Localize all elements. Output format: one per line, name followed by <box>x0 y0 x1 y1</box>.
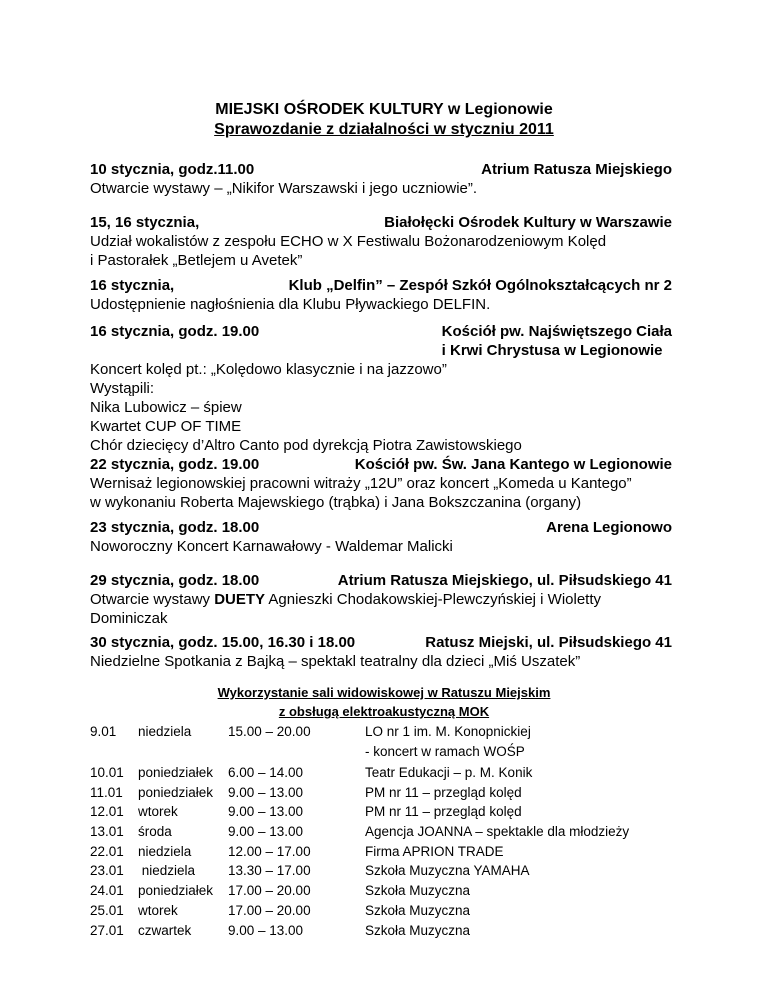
event-location: Klub „Delfin” – Zespół Szkół Ogólnokształcących nr 2 <box>288 277 672 294</box>
event-entry <box>90 213 672 270</box>
row-day: wtorek <box>138 902 178 918</box>
event-description: Wernisaż legionowskiej pracowni witraży „12U” oraz koncert „Komeda u Kantego” <box>90 475 632 492</box>
row-time: 9.00 – 13.00 <box>228 804 304 820</box>
event-entry <box>90 276 672 314</box>
event-date: 10 stycznia, godz.11.00 <box>90 161 255 178</box>
event-description: Chór dziecięcy d’Altro Canto pod dyrekcją Piotra Zawistowskiego <box>90 437 522 454</box>
row-day: poniedziałek <box>138 765 214 780</box>
row-day: środa <box>138 824 172 840</box>
row-date: 25.01 <box>90 902 124 918</box>
event-date: 29 stycznia, godz. 18.00 <box>90 572 260 589</box>
row-date: 27.01 <box>90 922 124 938</box>
row-time: 12.00 – 17.00 <box>228 843 311 859</box>
row-day: niedziela <box>138 724 192 739</box>
row-time: 9.00 – 13.00 <box>228 922 304 938</box>
event-location: Atrium Ratusza Miejskiego <box>481 161 672 178</box>
row-user: Szkoła Muzyczna YAMAHA <box>365 863 530 879</box>
event-description <box>90 590 672 609</box>
event-description: Nika Lubowicz – śpiew <box>90 399 242 416</box>
row-user-line: - koncert w ramach WOŚP <box>365 743 525 759</box>
event-description: w wykonaniu Roberta Majewskiego (trąbka) i Jana Bokszczanina (organy) <box>90 494 582 511</box>
event-description: Dominiczak <box>90 610 168 627</box>
event-date: 30 stycznia, godz. 15.00, 16.30 i 18.00 <box>90 634 356 651</box>
report-subtitle: Sprawozdanie z działalności w styczniu 2011 <box>214 121 554 138</box>
event-location: Atrium Ratusza Miejskiego, ul. Piłsudskiego 41 <box>337 572 672 589</box>
event-location: Kościół pw. Najświętszego Ciała <box>441 323 672 340</box>
row-day: czwartek <box>138 922 192 938</box>
event-location: Arena Legionowo <box>546 519 672 536</box>
event-description: Wystąpili: <box>90 380 155 397</box>
row-day: poniedziałek <box>138 883 214 899</box>
event-date: 15, 16 stycznia, <box>90 214 200 231</box>
event-description: i Pastorałek „Betlejem u Avetek” <box>90 252 303 269</box>
row-user: Szkoła Muzyczna <box>365 902 471 918</box>
row-date: 13.01 <box>90 824 124 840</box>
row-time: 6.00 – 14.00 <box>228 765 304 780</box>
row-user: Agencja JOANNA – spektakle dla młodzieży <box>365 824 630 840</box>
event-description: Udział wokalistów z zespołu ECHO w X Festiwalu Bożonarodzeniowym Kolęd <box>90 233 607 250</box>
event-entry <box>90 571 672 628</box>
event-date: 22 stycznia, godz. 19.00 <box>90 456 260 473</box>
event-location: Kościół pw. Św. Jana Kantego w Legionowie <box>354 456 672 473</box>
row-date: 11.01 <box>90 784 123 800</box>
row-time: 9.00 – 13.00 <box>228 784 304 800</box>
exhibition-name: DUETY <box>214 591 266 608</box>
row-user-line: LO nr 1 im. M. Konopnickiej <box>365 724 531 739</box>
event-location: i Krwi Chrystusa w Legionowie <box>441 342 663 359</box>
row-date: 12.01 <box>90 804 124 820</box>
event-description: Niedzielne Spotkania z Bajką – spektakl teatralny dla dzieci „Miś Uszatek” <box>90 653 581 670</box>
row-user: Szkoła Muzyczna <box>365 883 471 899</box>
hall-usage-subtitle: z obsługą elektroakustyczną MOK <box>278 704 490 719</box>
row-date: 9.01 <box>90 724 117 739</box>
event-description: Kwartet CUP OF TIME <box>90 418 242 435</box>
event-description: Koncert kolęd pt.: „Kolędowo klasycznie i na jazzowo” <box>90 361 447 378</box>
event-date: 16 stycznia, <box>90 277 175 294</box>
event-location: Białołęcki Ośrodek Kultury w Warszawie <box>384 214 672 231</box>
row-date: 10.01 <box>90 765 124 780</box>
row-date: 23.01 <box>90 863 124 879</box>
event-date: 16 stycznia, godz. 19.00 <box>90 323 260 340</box>
event-entry <box>90 455 672 512</box>
row-time: 15.00 – 20.00 <box>228 724 311 739</box>
hall-usage-title: Wykorzystanie sali widowiskowej w Ratuszu Miejskim <box>217 685 551 700</box>
event-entry <box>90 633 672 671</box>
row-user: PM nr 11 – przegląd kolęd <box>365 784 522 800</box>
event-entry <box>90 322 672 455</box>
row-time: 17.00 – 20.00 <box>228 902 311 918</box>
row-date: 24.01 <box>90 883 124 899</box>
event-location: Ratusz Miejski, ul. Piłsudskiego 41 <box>425 634 672 651</box>
row-day: niedziela <box>138 843 192 859</box>
event-text: Otwarcie wystawy <box>90 591 215 608</box>
event-text: Agnieszki Chodakowskiej-Plewczyńskiej i Wioletty <box>265 591 602 608</box>
row-user: Teatr Edukacji – p. M. Konik <box>365 765 533 780</box>
row-user: PM nr 11 – przegląd kolęd <box>365 804 522 820</box>
row-day: wtorek <box>138 804 178 820</box>
row-time: 9.00 – 13.00 <box>228 824 304 840</box>
row-user <box>365 722 531 761</box>
row-time: 13.30 – 17.00 <box>228 863 311 879</box>
page-title: MIEJSKI OŚRODEK KULTURY w Legionowie <box>215 101 553 118</box>
row-time: 17.00 – 20.00 <box>228 883 311 899</box>
event-entry <box>90 160 672 198</box>
event-description: Noworoczny Koncert Karnawałowy - Waldemar Malicki <box>90 538 453 555</box>
row-day: poniedziałek <box>138 784 214 800</box>
event-date: 23 stycznia, godz. 18.00 <box>90 519 260 536</box>
row-day: niedziela <box>138 863 196 879</box>
event-description: Udostępnienie nagłośnienia dla Klubu Pływackiego DELFIN. <box>90 296 491 313</box>
event-entry <box>90 518 672 556</box>
row-user: Firma APRION TRADE <box>365 843 504 859</box>
row-user: Szkoła Muzyczna <box>365 922 471 938</box>
event-description: Otwarcie wystawy – „Nikifor Warszawski i jego uczniowie”. <box>90 180 478 197</box>
row-date: 22.01 <box>90 843 124 859</box>
